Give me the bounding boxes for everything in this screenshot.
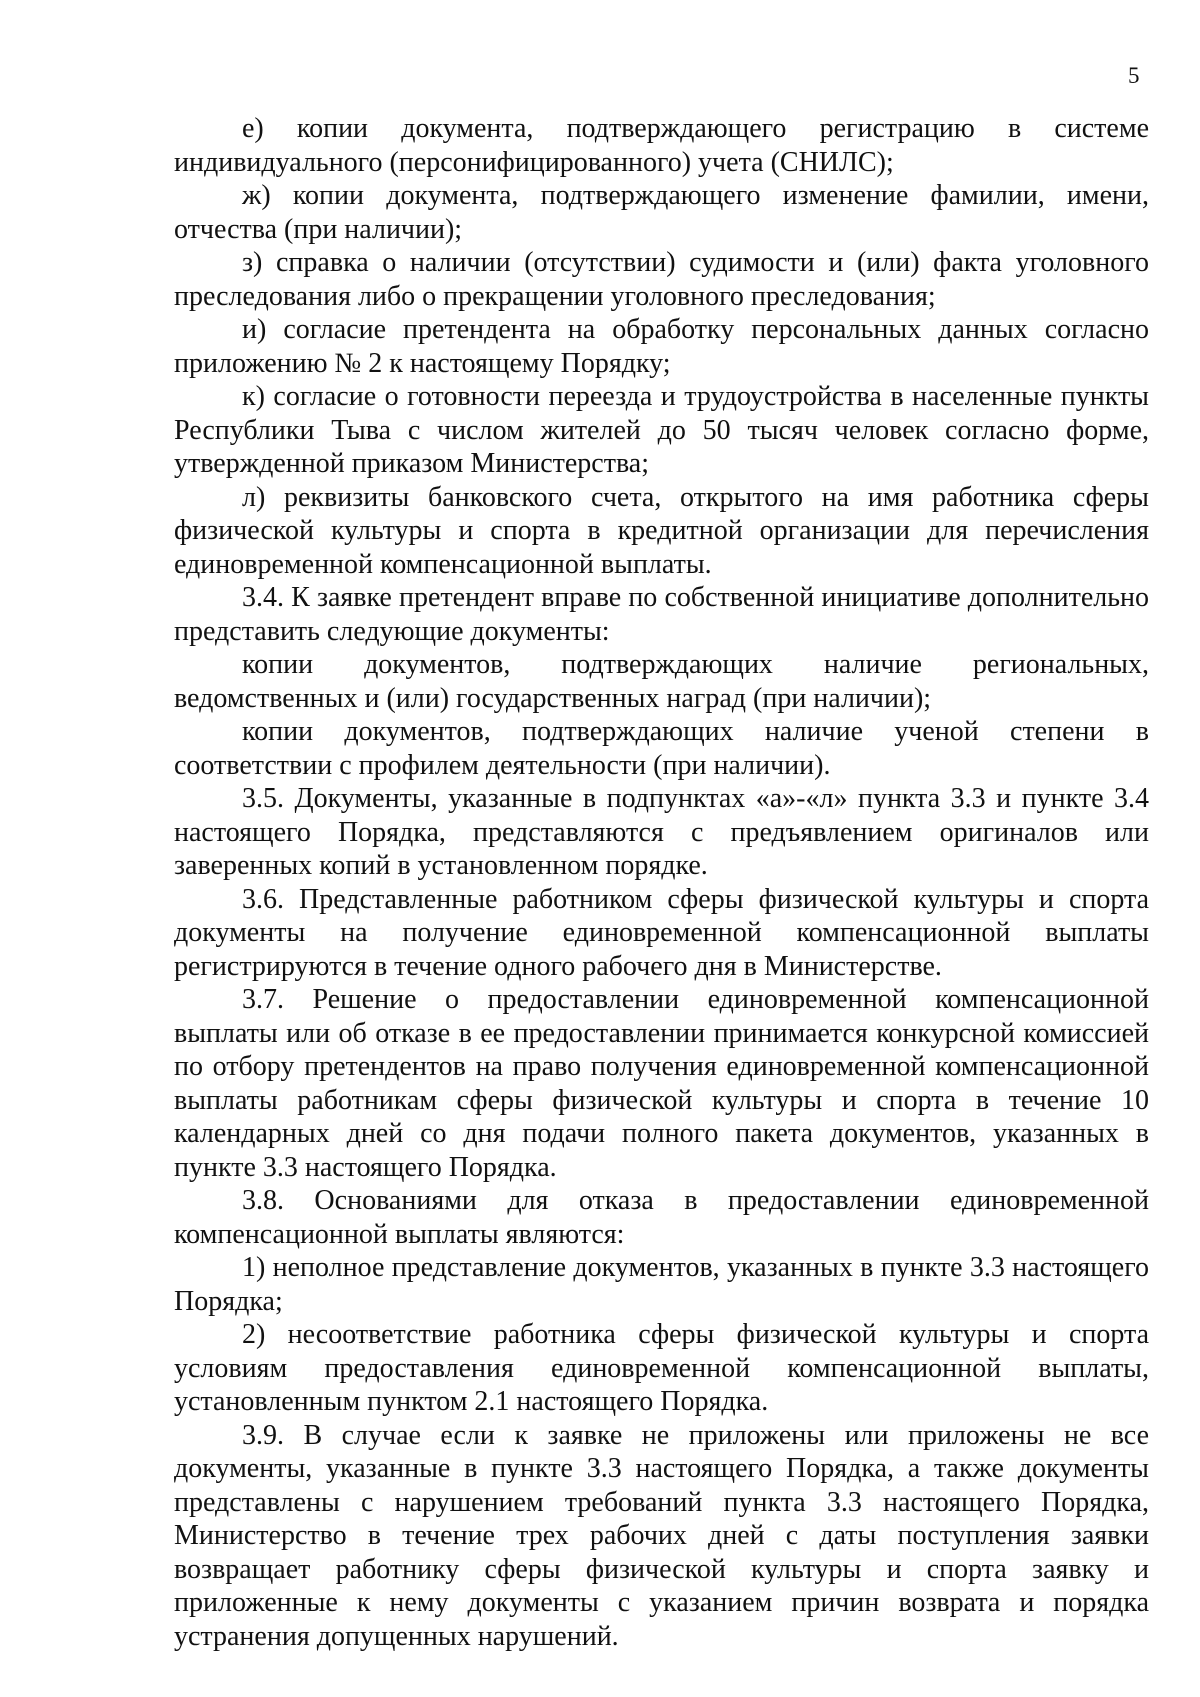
body-text xyxy=(174,112,1149,1653)
paragraph-l: л) реквизиты банковского счета, открытого на имя работника сферы физической культуры и спорта в кредитной организации для перечисления единовременной компенсационной выплаты. xyxy=(174,481,1149,580)
paragraph-zh: ж) копии документа, подтверждающего изменение фамилии, имени, отчества (при наличии); xyxy=(174,180,1149,245)
paragraph-e: е) копии документа, подтверждающего регистрацию в системе индивидуального (персонифицированного) учета (СНИЛС); xyxy=(174,113,1149,178)
clause-3-8-item-1: 1) неполное представление документов, указанных в пункте 3.3 настоящего Порядка; xyxy=(174,1252,1149,1317)
clause-3-5: 3.5. Документы, указанные в подпунктах «а»-«л» пункта 3.3 и пункте 3.4 настоящего Порядка, представляются с предъявлением оригиналов или заверенных копий в установленном порядке. xyxy=(174,783,1149,881)
clause-3-8-item-2: 2) несоответствие работника сферы физической культуры и спорта условиям предоставления единовременной компенсационной выплаты, установленным пунктом 2.1 настоящего Порядка. xyxy=(174,1319,1149,1417)
clause-3-6: 3.6. Представленные работником сферы физической культуры и спорта документы на получение единовременной компенсационной выплаты регистрируются в течение одного рабочего дня в Министерстве. xyxy=(174,883,1149,982)
clause-3-4-item-awards: копии документов, подтверждающих наличие региональных, ведомственных и (или) государственных наград (при наличии); xyxy=(174,649,1149,714)
paragraph-i: и) согласие претендента на обработку персональных данных согласно приложению № 2 к настоящему Порядку; xyxy=(174,314,1149,379)
paragraph-z: з) справка о наличии (отсутствии) судимости и (или) факта уголовного преследования либо о прекращении уголовного преследования; xyxy=(174,247,1149,312)
clause-3-4-item-degree: копии документов, подтверждающих наличие ученой степени в соответствии с профилем деятельности (при наличии). xyxy=(174,716,1149,781)
paragraph-k: к) согласие о готовности переезда и трудоустройства в населенные пункты Республики Тыва с числом жителей до 50 тысяч человек согласно форме, утвержденной приказом Министерства; xyxy=(174,381,1149,479)
clause-3-7: 3.7. Решение о предоставлении единовременной компенсационной выплаты или об отказе в ее предоставлении принимается конкурсной комиссией по отбору претендентов на право получения единовременной компенсационной выплаты работникам сферы физической культуры и спорта в течение 10 календарных дней со дня подачи полного пакета документов, указанных в пункте 3.3 настоящего Порядка. xyxy=(174,984,1149,1183)
clause-3-9: 3.9. В случае если к заявке не приложены или приложены не все документы, указанные в пункте 3.3 настоящего Порядка, а также документы представлены с нарушением требований пункта 3.3 настоящего Порядка, Министерство в течение трех рабочих дней с даты поступления заявки возвращает работнику сферы физической культуры и спорта заявку и приложенные к нему документы с указанием причин возврата и порядка устранения допущенных нарушений. xyxy=(174,1419,1149,1652)
page-number: 5 xyxy=(1128,63,1140,88)
clause-3-4: 3.4. К заявке претендент вправе по собственной инициативе дополнительно представить следующие документы: xyxy=(174,582,1149,647)
clause-3-8: 3.8. Основаниями для отказа в предоставлении единовременной компенсационной выплаты являются: xyxy=(174,1185,1149,1250)
